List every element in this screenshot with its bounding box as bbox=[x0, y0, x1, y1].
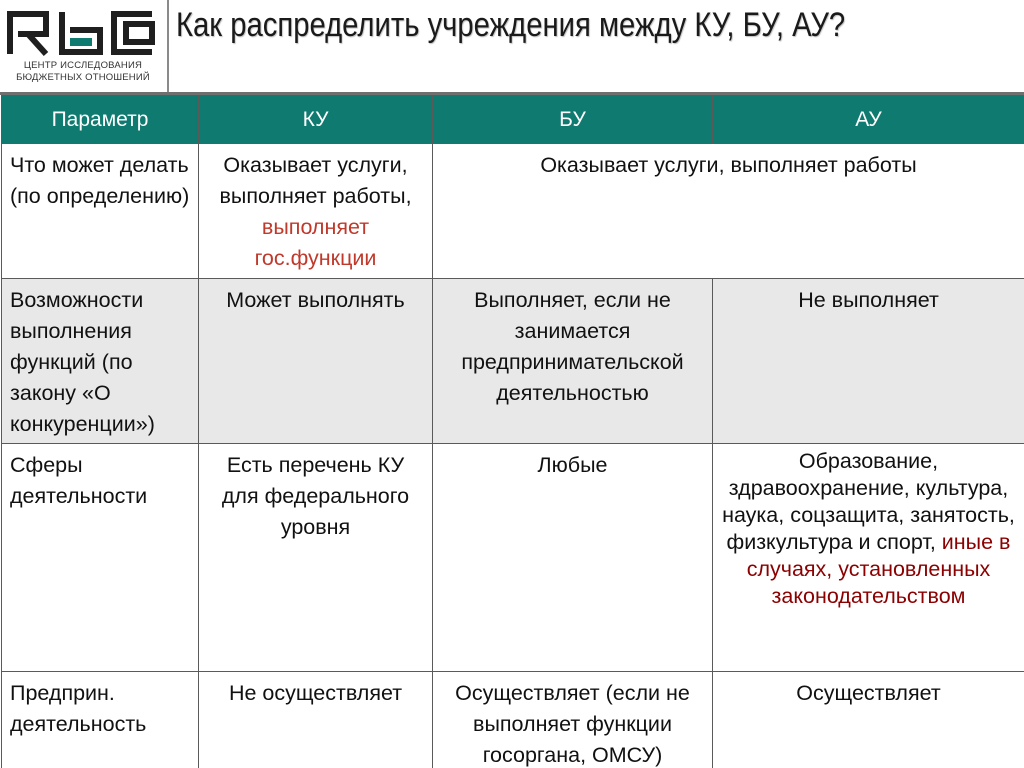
bu-au-merged-cell bbox=[433, 144, 1024, 279]
column-header-au: АУ bbox=[713, 96, 1024, 144]
ku-cell bbox=[199, 279, 433, 444]
bu-text: Любые bbox=[537, 453, 608, 477]
row-param-text: Предприн. деятельность bbox=[10, 681, 147, 736]
row-param-cell bbox=[2, 144, 199, 279]
au-text: Образование, здравоохранение, культура, наука, соцзащита, занятость, физкультура и спорт, bbox=[722, 449, 1015, 554]
logo-caption-line2: БЮДЖЕТНЫХ ОТНОШЕНИЙ bbox=[16, 72, 150, 83]
logo-caption-line1: ЦЕНТР ИССЛЕДОВАНИЯ bbox=[23, 60, 143, 71]
table-row bbox=[2, 279, 1024, 444]
comparison-table bbox=[1, 95, 1024, 768]
au-highlight-text: иные в случаях, установленных законодательством bbox=[746, 530, 1011, 608]
row-param-cell bbox=[2, 279, 199, 444]
bu-cell bbox=[433, 279, 713, 444]
ku-cell bbox=[199, 144, 433, 279]
bu-text: Выполняет, если не занимается предпринимательской деятельностью bbox=[461, 288, 684, 405]
table-row bbox=[2, 672, 1024, 768]
ku-text: Оказывает услуги, выполняет работы, bbox=[219, 153, 412, 208]
au-text: Осуществляет bbox=[796, 681, 941, 705]
bu-cell bbox=[433, 444, 713, 672]
ku-text: Есть перечень КУ для федерального уровня bbox=[221, 453, 410, 539]
logo bbox=[0, 0, 166, 92]
au-cell bbox=[713, 279, 1024, 444]
au-cell bbox=[713, 444, 1024, 672]
column-header-parameter: Параметр bbox=[2, 96, 199, 144]
ku-cell bbox=[199, 672, 433, 768]
logo-caption bbox=[0, 60, 166, 84]
column-header-bu: БУ bbox=[433, 96, 713, 144]
bu-cell bbox=[433, 672, 713, 768]
ku-cell bbox=[199, 444, 433, 672]
row-param-text: Сферы деятельности bbox=[10, 453, 148, 508]
ku-text: Не осуществляет bbox=[228, 681, 403, 705]
bu-au-text: Оказывает услуги, выполняет работы bbox=[540, 153, 917, 177]
logo-mark-icon bbox=[6, 8, 160, 58]
header-divider-vertical bbox=[167, 0, 169, 92]
table-row bbox=[2, 444, 1024, 672]
column-header-ku: КУ bbox=[199, 96, 433, 144]
ku-text: Может выполнять bbox=[226, 288, 405, 312]
au-text: Не выполняет bbox=[798, 288, 939, 312]
row-param-text: Возможности выполнения функций (по закону «О конкуренции») bbox=[10, 288, 155, 436]
table-row bbox=[2, 144, 1024, 279]
row-param-text: Что может делать (по определению) bbox=[10, 153, 190, 208]
page-title: Как распределить учреждения между КУ, БУ, АУ? bbox=[176, 6, 846, 44]
ku-highlight-text: выполняет гос.функции bbox=[254, 215, 377, 270]
bu-text: Осуществляет (если не выполняет функции госоргана, ОМСУ) bbox=[455, 681, 690, 767]
table-header-row bbox=[2, 96, 1024, 144]
row-param-cell bbox=[2, 672, 199, 768]
au-cell bbox=[713, 672, 1024, 768]
row-param-cell bbox=[2, 444, 199, 672]
